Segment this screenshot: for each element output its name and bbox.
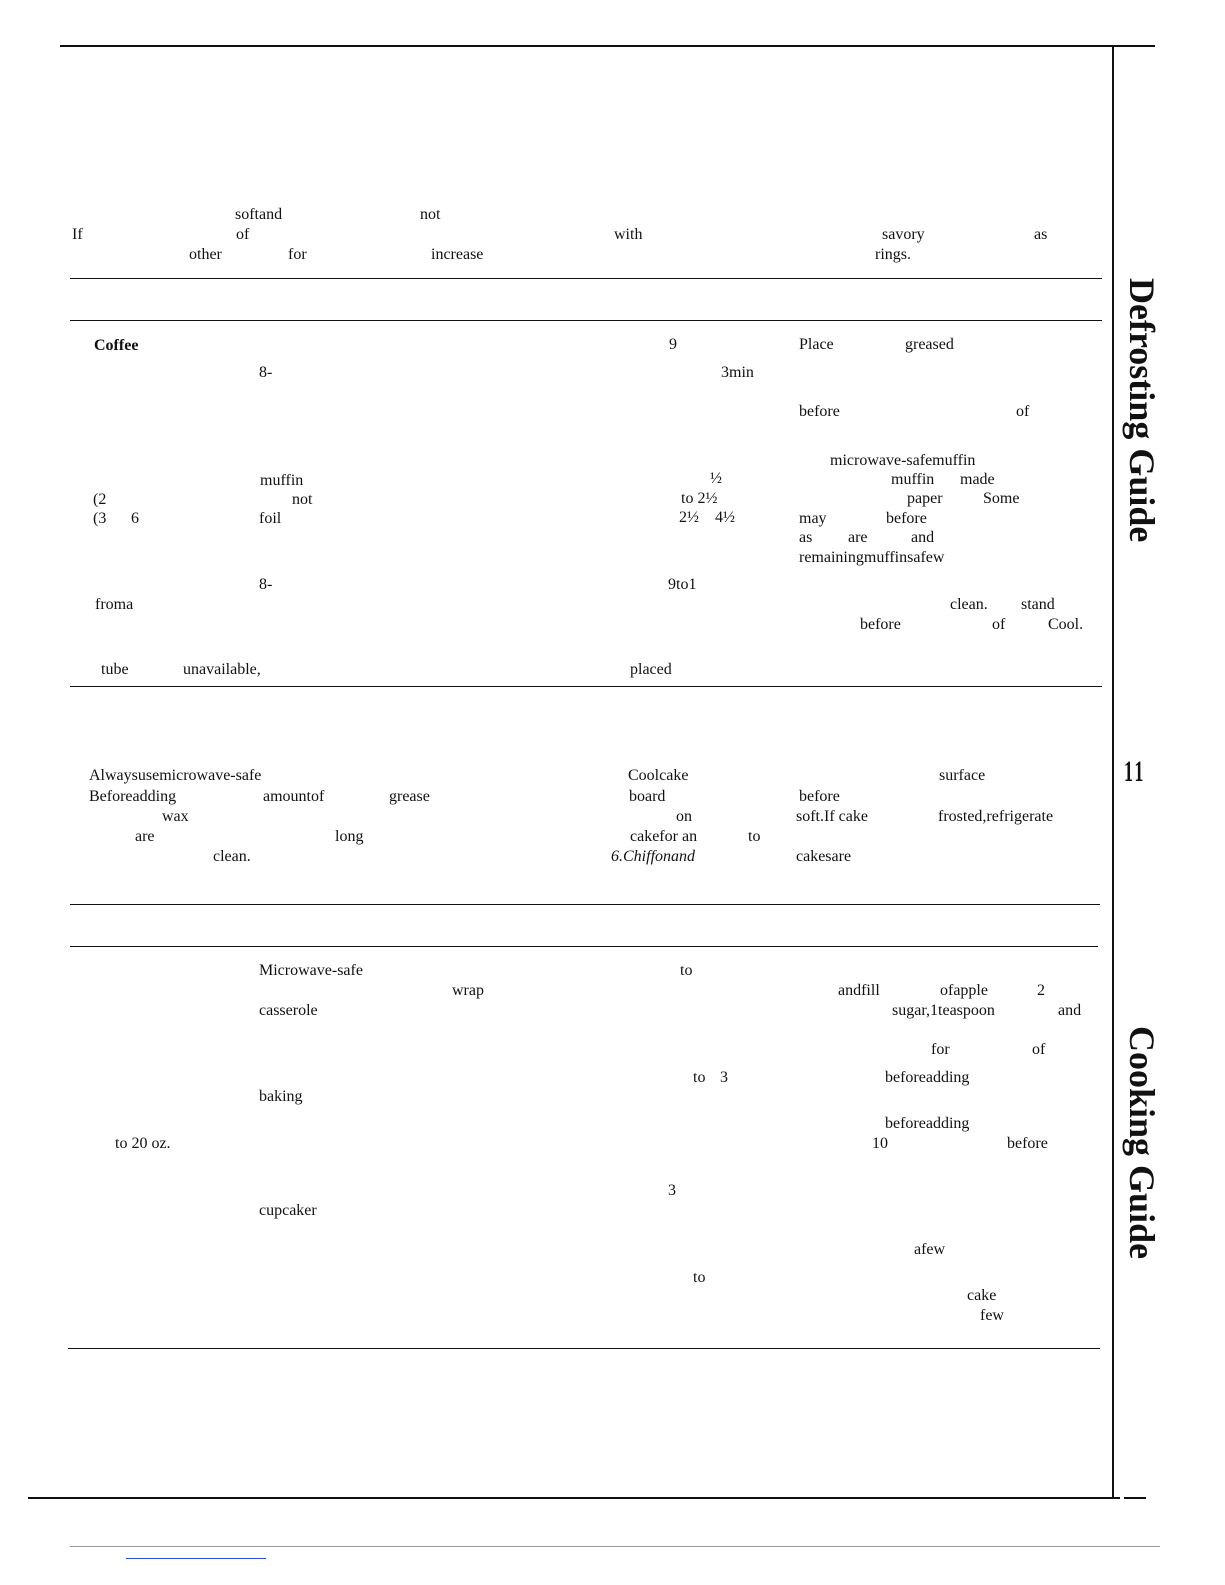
tip-text: to [748, 828, 761, 845]
tip-text: frosted,refrigerate [938, 808, 1054, 825]
intro-word: savory [882, 226, 925, 243]
table-cell-text: (3 [93, 510, 107, 527]
table-cell-text: ½ [710, 470, 722, 487]
tip-text: board [629, 788, 666, 805]
table-cell-text: beforeadding [885, 1069, 970, 1086]
tip-text: Alwaysusemicrowave-safe [89, 767, 262, 784]
tip-text: Coolcake [628, 767, 689, 784]
side-tab-cooking-guide: Cooking Guide [1122, 1026, 1162, 1260]
table-cell-text: 2 [1037, 982, 1045, 999]
table-cell-text: remainingmuffinsafew [799, 549, 945, 566]
intro-word: rings. [875, 246, 911, 263]
bottom-rule-tick [1124, 1497, 1146, 1499]
table-cell-text: afew [914, 1241, 946, 1258]
table-cell-text: muffin [260, 472, 304, 489]
table-cell-text: andfill [838, 982, 880, 999]
table-cell-text: wrap [452, 982, 484, 999]
tip-text: Beforeadding [89, 788, 177, 805]
table-cell-text: to 2½ [681, 490, 718, 507]
table-cell-text: few [980, 1307, 1004, 1324]
table-cell-text: foil [259, 510, 282, 527]
tip-text: long [335, 828, 364, 845]
table-cell-text: clean. [950, 596, 988, 613]
intro-word: for [288, 246, 307, 263]
tip-text: before [799, 788, 840, 805]
intro-word: If [72, 226, 83, 243]
top-rule [60, 45, 1155, 47]
table-cell-text: (2 [93, 491, 107, 508]
table-cell-text: 4½ [715, 509, 735, 526]
table-cell-text: for [931, 1041, 950, 1058]
table-cell-text: made [960, 471, 995, 488]
table-cell-text: before [860, 616, 901, 633]
table-cell-text: sugar,1teaspoon [892, 1002, 995, 1019]
tip-text: on [676, 808, 692, 825]
table-cell-text: ofapple [940, 982, 988, 999]
table-cell-text: Cool. [1048, 616, 1084, 633]
table-cell-text: baking [259, 1088, 303, 1105]
table-cell-text: before [886, 510, 927, 527]
table-cell-text: 9 [669, 336, 677, 353]
table-cell-text: may [799, 510, 827, 527]
table-cell-text: 3min [721, 364, 754, 381]
intro-word: with [614, 226, 643, 243]
section-rule-6 [68, 1348, 1100, 1349]
table-cell-text: 8- [259, 576, 273, 593]
intro-word: increase [431, 246, 484, 263]
table-cell-text: not [292, 491, 313, 508]
table-cell-text: 3 [668, 1182, 676, 1199]
table-cell-text: placed [630, 661, 672, 678]
table-cell-text: of [1032, 1041, 1046, 1058]
table-cell-text: and [1058, 1002, 1082, 1019]
tip-text: amountof [263, 788, 325, 805]
tip-text: wax [162, 808, 189, 825]
table-cell-text: tube [101, 661, 129, 678]
table-cell-text: are [848, 529, 868, 546]
table-cell-text: beforeadding [885, 1115, 970, 1132]
tip-text: cakesare [796, 848, 852, 865]
table-cell-text: before [799, 403, 840, 420]
table-cell-text: 10 [872, 1135, 888, 1152]
table-cell-text: Microwave-safe [259, 962, 363, 979]
table-cell-text: as [799, 529, 813, 546]
table-cell-text: froma [95, 596, 134, 613]
footer-rule [70, 1546, 1160, 1547]
table-cell-text: Coffee [94, 337, 139, 354]
table-cell-text: 9to1 [668, 576, 697, 593]
section-rule-5 [70, 946, 1098, 947]
table-cell-text: to [693, 1069, 706, 1086]
table-cell-text: Some [983, 490, 1020, 507]
tip-text: clean. [213, 848, 251, 865]
table-cell-text: Place [799, 336, 834, 353]
section-rule-2 [70, 320, 1102, 321]
table-cell-text: before [1007, 1135, 1048, 1152]
intro-word: as [1034, 226, 1048, 243]
tip-text: are [135, 828, 155, 845]
tip-text: grease [389, 788, 430, 805]
intro-word: other [189, 246, 222, 263]
table-cell-text: to [680, 962, 693, 979]
table-cell-text: stand [1021, 596, 1055, 613]
section-rule-3 [70, 686, 1102, 687]
table-cell-text: 8- [259, 364, 273, 381]
table-cell-text: muffin [891, 471, 935, 488]
tip-text: 6.Chiffonand [611, 848, 696, 865]
intro-word: not [420, 206, 441, 223]
table-cell-text: microwave-safemuffin [830, 452, 976, 469]
section-rule-1 [70, 278, 1102, 279]
table-cell-text: greased [905, 336, 954, 353]
tip-text: cakefor an [630, 828, 698, 845]
right-margin-rule [1112, 45, 1114, 1498]
side-tab-defrosting-guide: Defrosting Guide [1122, 278, 1162, 543]
table-cell-text: 6 [131, 510, 139, 527]
table-cell-text: paper [907, 490, 943, 507]
intro-word: of [236, 226, 250, 243]
section-rule-4 [70, 904, 1100, 905]
tip-text: soft.If cake [796, 808, 868, 825]
table-cell-text: of [1016, 403, 1030, 420]
table-cell-text: and [911, 529, 935, 546]
table-cell-text: cake [967, 1287, 997, 1304]
table-cell-text: to 20 oz. [115, 1135, 171, 1152]
page-number: 11 [1124, 755, 1146, 788]
bottom-rule [28, 1497, 1120, 1499]
footer-link-underline[interactable] [126, 1558, 266, 1559]
intro-word: softand [235, 206, 283, 223]
tip-text: surface [939, 767, 986, 784]
table-cell-text: unavailable, [183, 661, 261, 678]
table-cell-text: cupcaker [259, 1202, 317, 1219]
table-cell-text: 3 [720, 1069, 728, 1086]
table-cell-text: to [693, 1269, 706, 1286]
table-cell-text: casserole [259, 1002, 318, 1019]
table-cell-text: of [992, 616, 1006, 633]
table-cell-text: 2½ [679, 509, 699, 526]
